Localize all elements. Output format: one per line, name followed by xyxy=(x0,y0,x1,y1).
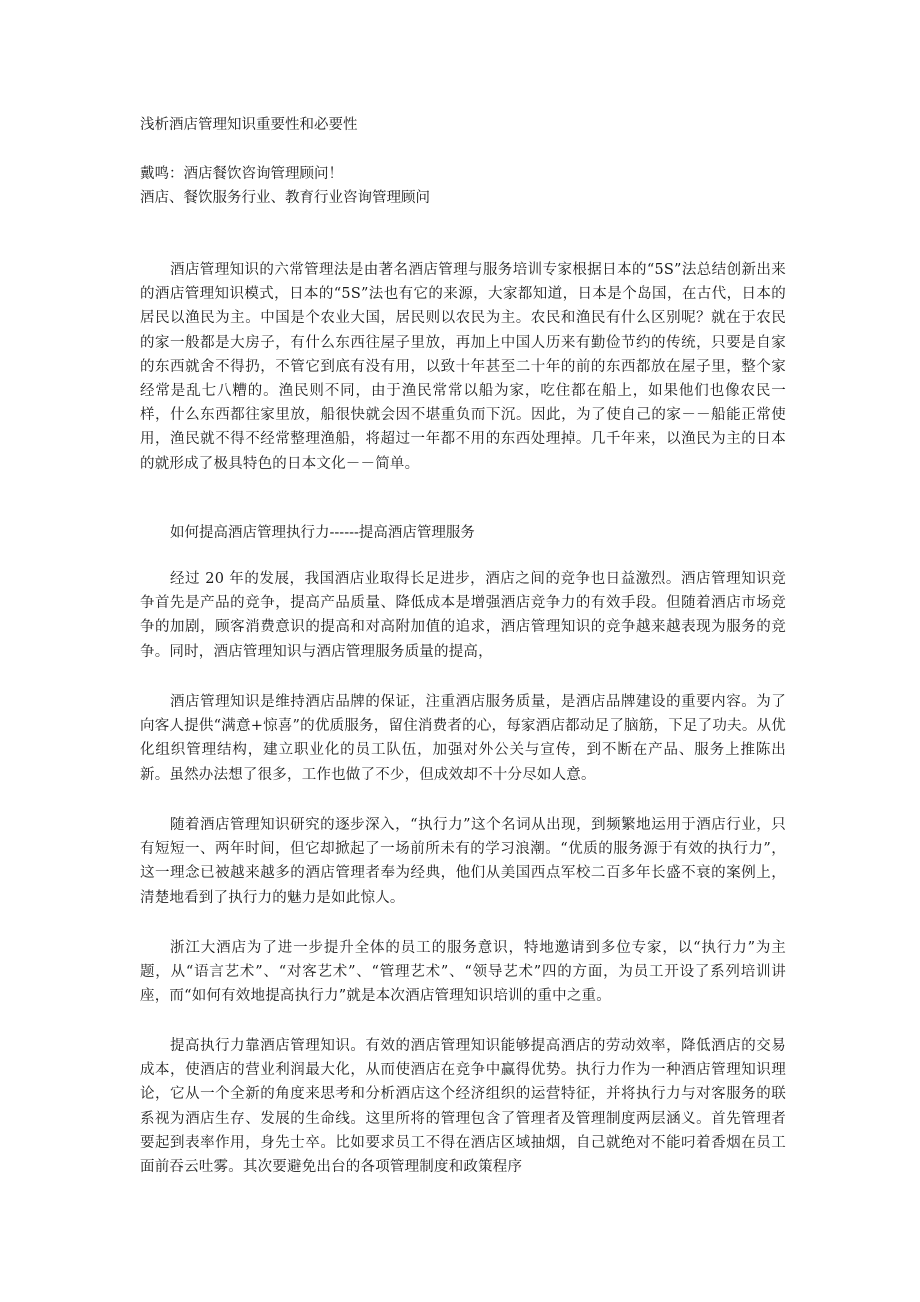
paragraph-six-management: 酒店管理知识的六常管理法是由著名酒店管理与服务培训专家根据日本的“5S”法总结创新出来的酒店管理知识模式，日本的“5S”法也有它的来源，大家都知道，日本是个岛国，在古代，日本的居民以渔民为主。中国是个农业大国，居民则以农民为主。农民和渔民有什么区别呢？就在于农民的家一般都是大房子，有什么东西往屋子里放，再加上中国人历来有勤俭节约的传统，只要是自家的东西就舍不得扔，不管它到底有没有用，以致十年甚至二十年的前的东西都放在屋子里，整个家经常是乱七八糟的。渔民则不同，由于渔民常常以船为家，吃住都在船上，如果他们也像农民一样，什么东西都往家里放，船很快就会因不堪重负而下沉。因此，为了使自己的家－－船能正常使用，渔民就不得不经常整理渔船，将超过一年都不用的东西处理掉。几千年来，以渔民为主的日本的就形成了极具特色的日本文化－－简单。 xyxy=(140,262,786,472)
author-block xyxy=(140,162,430,210)
paragraph-competition: 经过 20 年的发展，我国酒店业取得长足进步，酒店之间的竞争也日益激烈。酒店管理知识竞争首先是产品的竞争，提高产品质量、降低成本是增强酒店竞争力的有效手段。但随着酒店市场竞争的加剧，顾客消费意识的提高和对高附加值的追求，酒店管理知识的竞争越来越表现为服务的竞争。同时，酒店管理知识与酒店管理服务质量的提高， xyxy=(140,571,786,660)
document-title: 浅析酒店管理知识重要性和必要性 xyxy=(140,117,358,133)
section-heading: 如何提高酒店管理执行力------提高酒店管理服务 xyxy=(170,525,475,541)
paragraph-execution-trend: 随着酒店管理知识研究的逐步深入，“执行力”这个名词从出现，到频繁地运用于酒店行业，只有短短一、两年时间，但它却掀起了一场前所未有的学习浪潮。“优质的服务源于有效的执行力”，这一理念已被越来越多的酒店管理者奉为经典，他们从美国西点军校二百多年长盛不衰的案例上，清楚地看到了执行力的魅力是如此惊人。 xyxy=(140,817,786,906)
author-name-line: 戴鸣：酒店餐饮咨询管理顾问！ xyxy=(140,166,343,182)
paragraph-zhejiang-hotel: 浙江大酒店为了进一步提升全体的员工的服务意识，特地邀请到多位专家，以“执行力”为主题，从“语言艺术”、“对客艺术”、“管理艺术”、“领导艺术”四的方面，为员工开设了系列培训讲座，而“如何有效地提高执行力”就是本次酒店管理知识培训的重中之重。 xyxy=(140,940,786,1005)
author-role-line: 酒店、餐饮服务行业、教育行业咨询管理顾问 xyxy=(140,190,430,206)
paragraph-management-knowledge: 提高执行力靠酒店管理知识。有效的酒店管理知识能够提高酒店的劳动效率，降低酒店的交易成本，使酒店的营业利润最大化，从而使酒店在竞争中赢得优势。执行力作为一种酒店管理知识理论，它从一个全新的角度来思考和分析酒店这个经济组织的运营特征，并将执行力与对客服务的联系视为酒店生存、发展的生命线。这里所将的管理包含了管理者及管理制度两层涵义。首先管理者要起到表率作用，身先士卒。比如要求员工不得在酒店区域抽烟，自己就绝对不能叼着香烟在员工面前吞云吐雾。其次要避免出台的各项管理制度和政策程序 xyxy=(140,1038,786,1176)
paragraph-brand: 酒店管理知识是维持酒店品牌的保证，注重酒店服务质量，是酒店品牌建设的重要内容。为了向客人提供“满意+惊喜”的优质服务，留住消费者的心，每家酒店都动足了脑筋，下足了功夫。从优化组织管理结构，建立职业化的员工队伍，加强对外公关与宣传，到不断在产品、服务上推陈出新。虽然办法想了很多，工作也做了不少，但成效却不十分尽如人意。 xyxy=(140,694,786,783)
